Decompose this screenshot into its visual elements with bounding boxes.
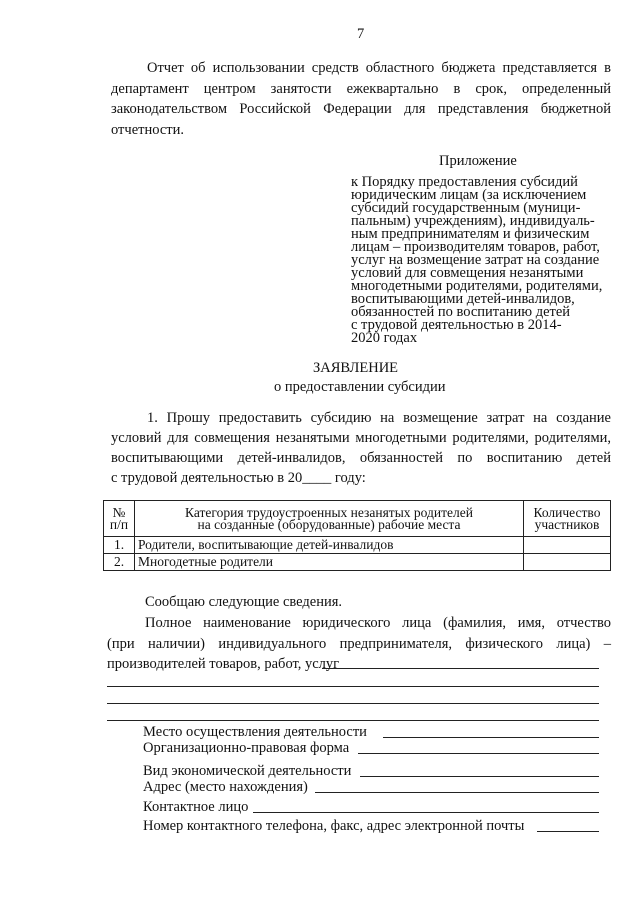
intro-line-2: департамент центром занятости ежеквартально в срок, определенный	[111, 81, 611, 97]
header-category	[135, 501, 524, 537]
statement-line-1: 1. Прошу предоставить субсидию на возмещение затрат на создание	[147, 410, 611, 426]
appendix-line-8: условий для совмещения незанятыми	[351, 265, 584, 281]
header-num-line-2: п/п	[109, 516, 129, 532]
fullname-line-1: Полное наименование юридического лица (фамилия, имя, отчество	[145, 615, 611, 631]
fullname-line-2: (при наличии) индивидуального предпринимателя, физического лица) –	[107, 636, 611, 652]
field-address-line	[315, 792, 599, 793]
statement-title: ЗАЯВЛЕНИЕ	[313, 360, 399, 376]
appendix-line-3: субсидий государственным (муници-	[351, 200, 581, 216]
fullname-fill-line-2	[107, 686, 599, 687]
appendix-line-4: пальным) учреждениям), индивидуаль-	[351, 213, 595, 229]
field-address: Адрес (место нахождения)	[143, 779, 308, 795]
appendix-line-2: юридическим лицам (за исключением	[351, 187, 587, 203]
appendix-line-11: обязанностей по воспитанию детей	[351, 304, 571, 320]
row-1-num: 1.	[104, 537, 135, 554]
participants-table	[103, 500, 611, 571]
header-count-line-1: Количество	[533, 504, 601, 520]
appendix-line-7: услуг на возмещение затрат на создание	[351, 252, 600, 268]
table-row	[104, 554, 611, 571]
statement-line-2: условий для совмещения незанятыми многодетными родителями, родителями,	[111, 430, 611, 446]
row-2-num: 2.	[104, 554, 135, 571]
header-category-line-2: на созданные (оборудованные) рабочие места	[197, 516, 461, 532]
header-num	[104, 501, 135, 537]
appendix-line-9: многодетными родителями, родителями,	[351, 278, 603, 294]
info-intro: Сообщаю следующие сведения.	[145, 594, 343, 610]
field-contact-phone-line	[537, 831, 599, 832]
page-number: 7	[357, 26, 365, 42]
fullname-fill-line-4	[107, 720, 599, 721]
field-legal-form: Организационно-правовая форма	[143, 740, 350, 756]
statement-subtitle: о предоставлении субсидии	[274, 379, 446, 395]
field-economic-activity: Вид экономической деятельности	[143, 763, 352, 779]
header-count	[524, 501, 611, 537]
intro-line-1: Отчет об использовании средств областного бюджета представляется в	[147, 60, 611, 76]
header-category-line-1: Категория трудоустроенных незанятых родителей	[185, 504, 473, 520]
row-2-count	[524, 554, 611, 571]
field-activity-place: Место осуществления деятельности	[143, 724, 367, 740]
fullname-fill-line-3	[107, 703, 599, 704]
field-economic-activity-line	[360, 776, 599, 777]
field-contact-phone: Номер контактного телефона, факс, адрес электронной почты	[143, 818, 525, 834]
fullname-fill-line-1	[322, 668, 599, 669]
fullname-line-3: производителей товаров, работ, услуг	[107, 656, 340, 672]
field-legal-form-line	[358, 753, 599, 754]
header-count-line-2: участников	[534, 516, 600, 532]
intro-line-4: отчетности.	[111, 122, 184, 138]
table-row	[104, 537, 611, 554]
row-2-category: Многодетные родители	[135, 554, 524, 571]
statement-line-4: с трудовой деятельностью в 20____ году:	[111, 470, 366, 486]
appendix-line-10: воспитывающими детей-инвалидов,	[351, 291, 575, 307]
table-header-row	[104, 501, 611, 537]
intro-line-3: законодательством Российской Федерации для представления бюджетной	[111, 101, 611, 117]
appendix-line-1: к Порядку предоставления субсидий	[351, 174, 578, 190]
field-contact-person: Контактное лицо	[143, 799, 249, 815]
appendix-line-5: ным предпринимателям и физическим	[351, 226, 590, 242]
statement-line-3: воспитывающими детей-инвалидов, обязанностей по воспитанию детей	[111, 450, 611, 466]
header-num-line-1: №	[112, 504, 126, 520]
appendix-line-12: с трудовой деятельностью в 2014-	[351, 317, 562, 333]
appendix-line-6: лицам – производителям товаров, работ,	[351, 239, 600, 255]
row-1-count	[524, 537, 611, 554]
row-1-category: Родители, воспитывающие детей-инвалидов	[135, 537, 524, 554]
appendix-line-13: 2020 годах	[351, 330, 418, 346]
appendix-title: Приложение	[439, 153, 517, 169]
field-contact-person-line	[253, 812, 599, 813]
field-activity-place-line	[383, 737, 599, 738]
